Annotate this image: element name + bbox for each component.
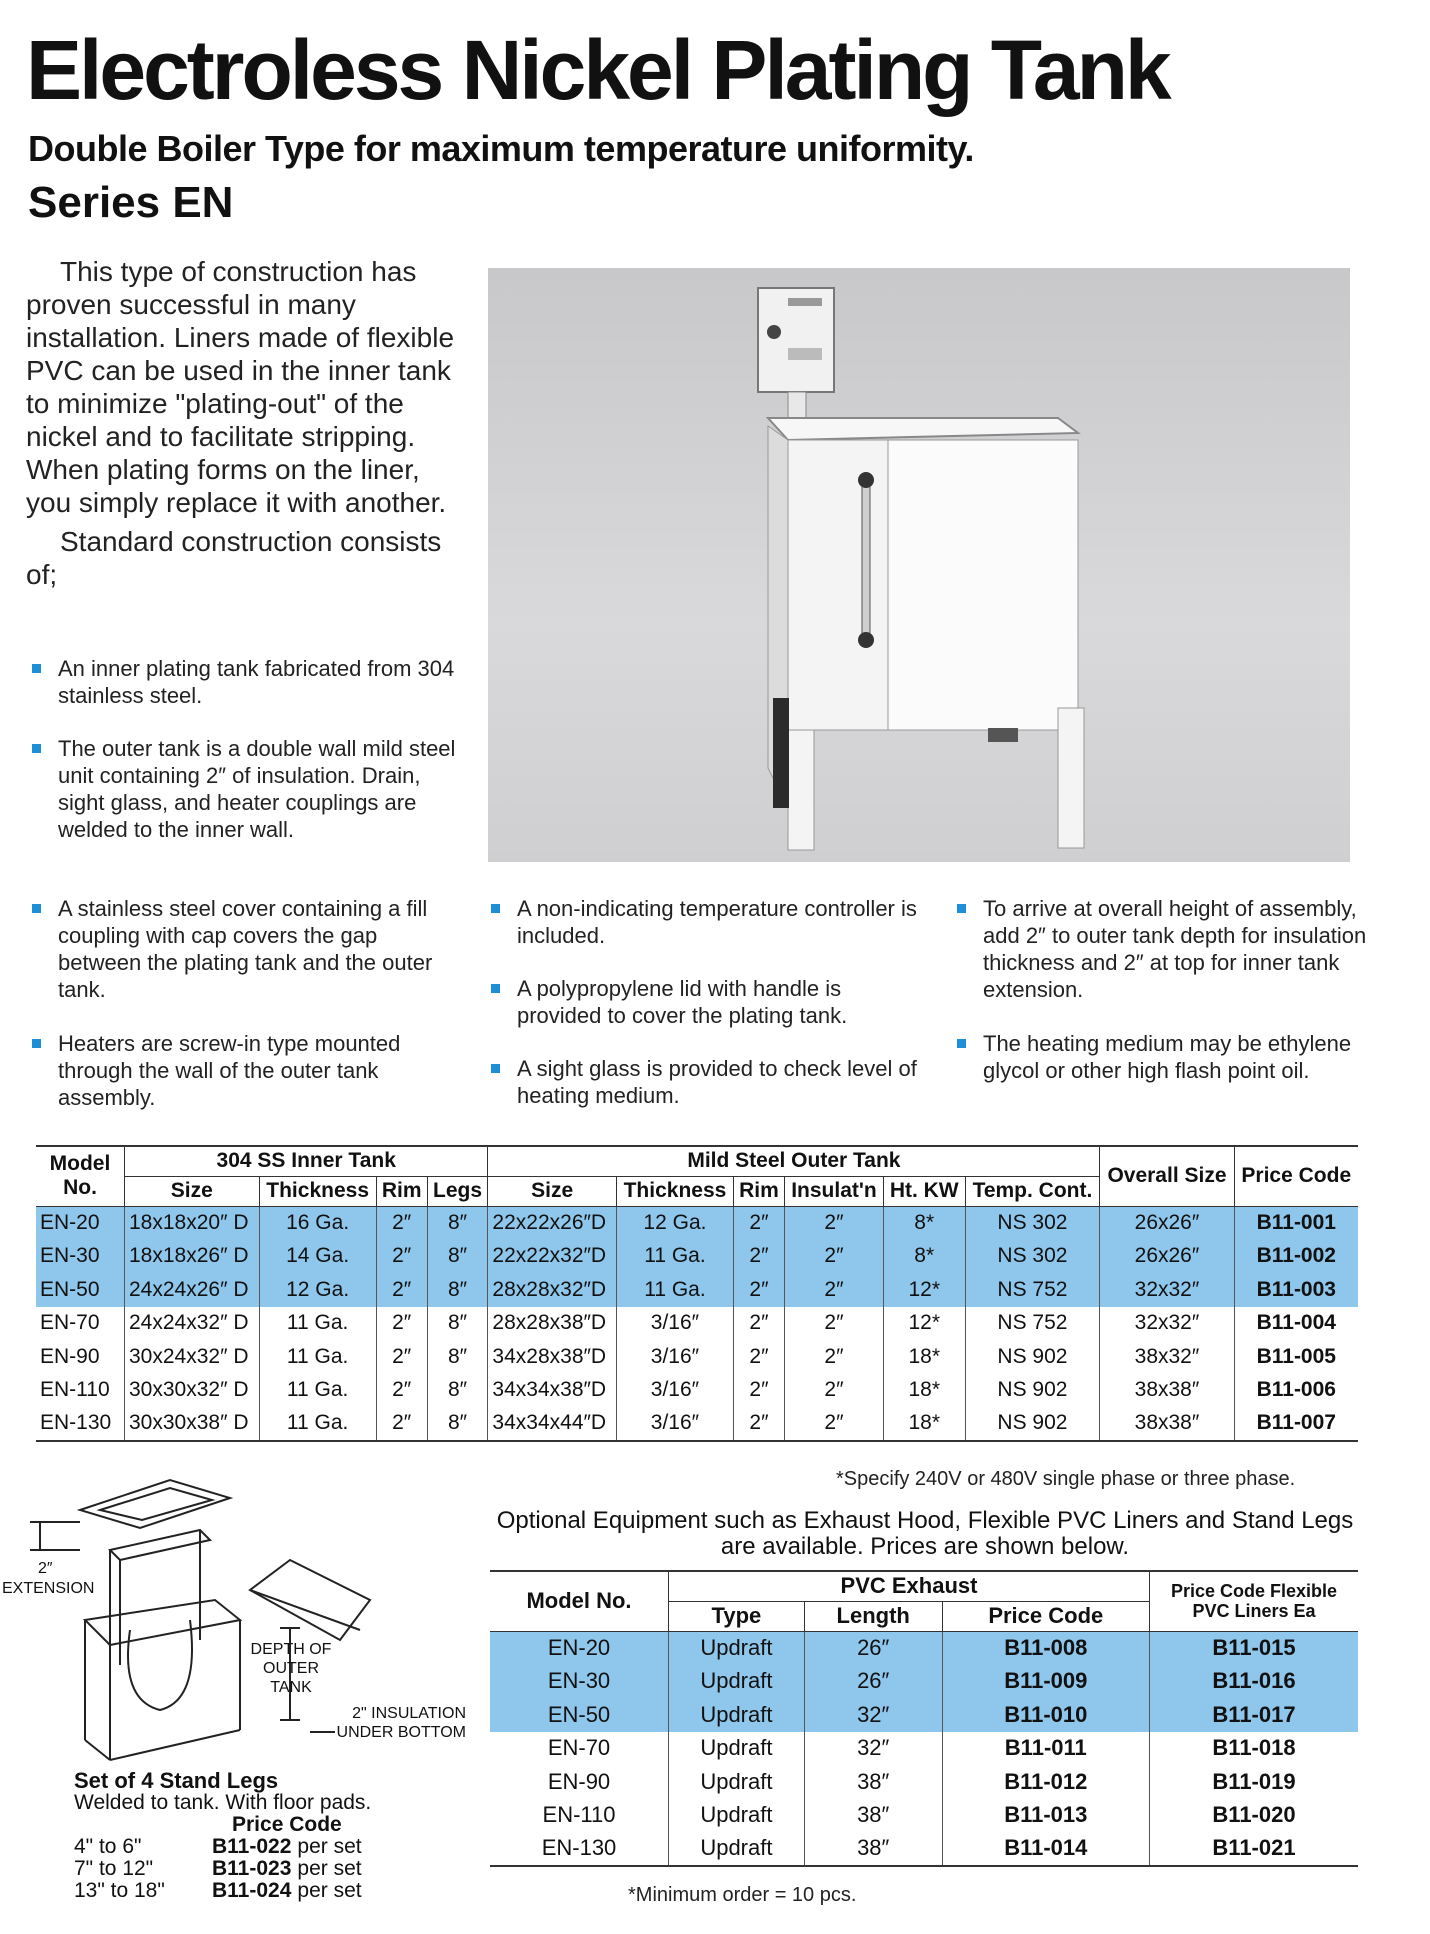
header-col: Legs — [427, 1176, 488, 1206]
table-row — [490, 1631, 1358, 1665]
bullet-item: The outer tank is a double wall mild steel unit containing 2″ of insulation. Drain, sight glass, and heater couplings are welded to the inner wall. — [28, 735, 458, 843]
table-cell: 11 Ga. — [259, 1340, 376, 1374]
table-cell: 26x26″ — [1100, 1240, 1234, 1274]
table-cell: 18x18x20″ D — [125, 1206, 260, 1240]
table-cell: B11-020 — [1212, 1802, 1296, 1828]
table-cell: B11-008 — [942, 1631, 1149, 1665]
table-cell: 22x22x32″D — [488, 1240, 617, 1274]
table-cell: 34x28x38″D — [488, 1340, 617, 1374]
table-cell: EN-50 — [36, 1273, 125, 1307]
table-cell: 8″ — [427, 1273, 488, 1307]
table-cell: EN-90 — [490, 1765, 669, 1799]
table-row — [36, 1240, 1358, 1274]
header-inner-tank: 304 SS Inner Tank — [125, 1146, 488, 1176]
table-cell: B11-004 — [1256, 1311, 1336, 1335]
main-footnote: *Specify 240V or 480V single phase or three phase. — [836, 1468, 1296, 1490]
table-cell: 2″ — [733, 1307, 784, 1341]
table-cell: 8″ — [427, 1206, 488, 1240]
table-cell: 2″ — [733, 1206, 784, 1240]
table-cell: 2″ — [733, 1340, 784, 1374]
table-row — [36, 1273, 1358, 1307]
table-cell: 12 Ga. — [616, 1206, 733, 1240]
table-cell: 12* — [883, 1273, 965, 1307]
table-cell: Updraft — [669, 1765, 805, 1799]
table-cell: 18* — [883, 1407, 965, 1441]
bullet-icon — [491, 904, 500, 913]
bullet-icon — [957, 1039, 966, 1048]
table-cell: 2″ — [376, 1307, 427, 1341]
leg-unit: per set — [297, 1835, 362, 1858]
table-cell: 12* — [883, 1307, 965, 1341]
bullet-icon — [32, 744, 41, 753]
table-cell: B11-013 — [942, 1799, 1149, 1833]
product-photo — [488, 268, 1350, 862]
table-cell: Updraft — [669, 1631, 805, 1665]
stand-legs-title: Set of 4 Stand Legs — [74, 1768, 279, 1793]
opt-header-price: Price Code — [942, 1601, 1149, 1631]
intro-paragraph: Standard construction consists of; — [26, 526, 442, 590]
table-cell: EN-50 — [490, 1698, 669, 1732]
table-cell: 11 Ga. — [259, 1307, 376, 1341]
bullet-icon — [957, 904, 966, 913]
table-cell: B11-006 — [1256, 1378, 1336, 1402]
header-overall-size: Overall Size — [1100, 1146, 1234, 1206]
depth-label: DEPTH OF OUTER TANK — [250, 1641, 332, 1696]
table-cell: B11-015 — [1150, 1631, 1359, 1665]
table-cell: B11-019 — [1212, 1768, 1296, 1794]
bullet-icon — [491, 984, 500, 993]
table-row — [490, 1698, 1358, 1732]
table-cell: EN-70 — [490, 1732, 669, 1766]
page-title: Electroless Nickel Plating Tank — [26, 23, 1169, 117]
table-cell: 8″ — [427, 1407, 488, 1441]
table-cell: 2″ — [784, 1374, 883, 1408]
table-row — [490, 1665, 1358, 1699]
table-cell: 3/16″ — [616, 1407, 733, 1441]
table-cell: NS 902 — [965, 1374, 1100, 1408]
table-cell: B11-017 — [1150, 1698, 1359, 1732]
table-cell: 30x24x32″ D — [125, 1340, 260, 1374]
header-col: Temp. Cont. — [965, 1176, 1100, 1206]
table-cell: 2″ — [733, 1407, 784, 1441]
table-cell: EN-70 — [36, 1307, 125, 1341]
table-cell: Updraft — [669, 1698, 805, 1732]
table-row — [36, 1206, 1358, 1240]
table-cell: 22x22x26″D — [488, 1206, 617, 1240]
extension-label: 2″ — [38, 1560, 53, 1577]
table-cell: 2″ — [733, 1374, 784, 1408]
table-cell: 38″ — [804, 1832, 942, 1866]
bullet-item: A sight glass is provided to check level of heating medium. — [487, 1055, 917, 1109]
table-cell: 32x32″ — [1100, 1307, 1234, 1341]
bullet-item: The heating medium may be ethylene glycol or other high flash point oil. — [953, 1030, 1383, 1084]
table-cell: NS 902 — [965, 1407, 1100, 1441]
header-col: Size — [488, 1176, 617, 1206]
table-cell: B11-012 — [942, 1765, 1149, 1799]
table-cell: 2″ — [733, 1273, 784, 1307]
table-row — [490, 1799, 1358, 1833]
table-row — [490, 1765, 1358, 1799]
specs-table — [36, 1145, 1358, 1442]
table-cell: NS 902 — [965, 1340, 1100, 1374]
table-cell: 8* — [883, 1206, 965, 1240]
table-cell: 30x30x38″ D — [125, 1407, 260, 1441]
table-cell: 26x26″ — [1100, 1206, 1234, 1240]
table-row — [36, 1374, 1358, 1408]
table-cell: 26″ — [804, 1631, 942, 1665]
intro-paragraph: This type of construction has proven successful in many installation. Liners made of flexible PVC can be used in the inner tank to minimize "plating-out" of the nickel and to facilitate stripping. When plating forms on the liner, you simply replace it with another. — [26, 256, 455, 518]
table-cell: 18* — [883, 1340, 965, 1374]
stand-legs-row — [74, 1858, 371, 1880]
table-cell: 8″ — [427, 1374, 488, 1408]
table-cell: 11 Ga. — [616, 1273, 733, 1307]
table-row — [490, 1732, 1358, 1766]
table-cell: 38x38″ — [1100, 1374, 1234, 1408]
table-cell: 8″ — [427, 1340, 488, 1374]
table-cell: 2″ — [376, 1407, 427, 1441]
table-cell: NS 752 — [965, 1307, 1100, 1341]
insulation-label: 2" INSULATION UNDER BOTTOM — [336, 1705, 466, 1741]
header-col: Rim — [733, 1176, 784, 1206]
optional-footnote: *Minimum order = 10 pcs. — [628, 1884, 857, 1906]
table-cell: 8″ — [427, 1307, 488, 1341]
header-col: Thickness — [259, 1176, 376, 1206]
table-cell: 2″ — [733, 1240, 784, 1274]
header-outer-tank: Mild Steel Outer Tank — [488, 1146, 1100, 1176]
bullet-icon — [491, 1064, 500, 1073]
table-cell: B11-011 — [942, 1732, 1149, 1766]
table-row — [36, 1407, 1358, 1441]
table-cell: EN-110 — [36, 1374, 125, 1408]
bullet-item: A stainless steel cover containing a fill coupling with cap covers the gap between the plating tank and the outer tank. — [28, 895, 458, 1003]
leg-range: 13" to 18" — [74, 1879, 165, 1902]
table-cell: B11-014 — [942, 1832, 1149, 1866]
table-cell: EN-130 — [490, 1832, 669, 1866]
table-cell: 2″ — [784, 1240, 883, 1274]
header-price-code: Price Code — [1234, 1146, 1358, 1206]
table-cell: EN-20 — [36, 1206, 125, 1240]
header-col: Ht. KW — [883, 1176, 965, 1206]
table-cell: 24x24x32″ D — [125, 1307, 260, 1341]
table-cell: EN-130 — [36, 1407, 125, 1441]
table-cell: NS 302 — [965, 1206, 1100, 1240]
table-cell: 2″ — [376, 1374, 427, 1408]
stand-legs-subtitle: Welded to tank. With floor pads. — [74, 1791, 372, 1814]
table-cell: B11-016 — [1150, 1665, 1359, 1699]
table-cell: 18* — [883, 1374, 965, 1408]
table-cell: 3/16″ — [616, 1374, 733, 1408]
opt-header-exhaust: PVC Exhaust — [669, 1571, 1150, 1601]
table-cell: EN-30 — [490, 1665, 669, 1699]
table-cell: 34x34x38″D — [488, 1374, 617, 1408]
header-col: Insulat'n — [784, 1176, 883, 1206]
table-cell: 8* — [883, 1240, 965, 1274]
bullet-item: To arrive at overall height of assembly, add 2″ to outer tank depth for insulation thickness and 2″ at top for inner tank extension. — [953, 895, 1383, 1003]
table-cell: B11-021 — [1212, 1835, 1296, 1861]
table-cell: 11 Ga. — [259, 1407, 376, 1441]
table-cell: 2″ — [784, 1273, 883, 1307]
table-row — [36, 1307, 1358, 1341]
leg-range: 7" to 12" — [74, 1857, 154, 1880]
bullet-item: An inner plating tank fabricated from 304 stainless steel. — [28, 655, 458, 709]
table-row — [36, 1340, 1358, 1374]
table-cell: B11-010 — [942, 1698, 1149, 1732]
table-cell: B11-009 — [942, 1665, 1149, 1699]
table-cell: 11 Ga. — [616, 1240, 733, 1274]
header-col: Thickness — [616, 1176, 733, 1206]
optional-intro: Optional Equipment such as Exhaust Hood, Flexible PVC Liners and Stand Legs are available. Prices are shown below. — [496, 1507, 1354, 1560]
leg-range: 4" to 6" — [74, 1835, 142, 1858]
table-cell: Updraft — [669, 1732, 805, 1766]
table-cell: Updraft — [669, 1665, 805, 1699]
leg-code: B11-024 — [212, 1879, 292, 1902]
extension-text: EXTENSION — [2, 1580, 95, 1597]
table-cell: NS 302 — [965, 1240, 1100, 1274]
stand-legs-price-header: Price Code — [232, 1813, 342, 1836]
table-cell: 38″ — [804, 1799, 942, 1833]
table-cell: 2″ — [784, 1307, 883, 1341]
table-cell: B11-005 — [1256, 1344, 1336, 1368]
table-cell: 38″ — [804, 1765, 942, 1799]
header-model: Model No. — [36, 1146, 125, 1206]
table-cell: 2″ — [784, 1407, 883, 1441]
table-cell: 32x32″ — [1100, 1273, 1234, 1307]
table-cell: 14 Ga. — [259, 1240, 376, 1274]
opt-header-type: Type — [669, 1601, 805, 1631]
bullet-icon — [32, 904, 41, 913]
table-cell: 24x24x26″ D — [125, 1273, 260, 1307]
table-cell: 30x30x32″ D — [125, 1374, 260, 1408]
opt-header-length: Length — [804, 1601, 942, 1631]
tank-illustration — [488, 268, 1350, 862]
table-cell: B11-018 — [1212, 1735, 1296, 1761]
table-cell: EN-30 — [36, 1240, 125, 1274]
table-cell: B11-003 — [1234, 1273, 1358, 1307]
table-cell: 18x18x26″ D — [125, 1240, 260, 1274]
table-cell: EN-20 — [490, 1631, 669, 1665]
table-cell: 8″ — [427, 1240, 488, 1274]
bullet-item: Heaters are screw-in type mounted through the wall of the outer tank assembly. — [28, 1030, 458, 1111]
table-cell: 32″ — [804, 1698, 942, 1732]
stand-legs — [74, 1770, 371, 1902]
table-cell: 3/16″ — [616, 1340, 733, 1374]
table-cell: NS 752 — [965, 1273, 1100, 1307]
table-cell: 11 Ga. — [259, 1374, 376, 1408]
leg-unit: per set — [297, 1879, 362, 1902]
optional-table — [490, 1570, 1358, 1867]
table-cell: B11-007 — [1256, 1411, 1336, 1435]
table-cell: 2″ — [784, 1340, 883, 1374]
table-row — [490, 1832, 1358, 1866]
table-cell: EN-90 — [36, 1340, 125, 1374]
table-cell: 2″ — [376, 1340, 427, 1374]
table-cell: 28x28x38″D — [488, 1307, 617, 1341]
bullet-item: A non-indicating temperature controller is included. — [487, 895, 917, 949]
opt-header-liner: Price Code Flexible PVC Liners Ea — [1150, 1571, 1359, 1631]
table-cell: Updraft — [669, 1832, 805, 1866]
table-cell: 38x38″ — [1100, 1407, 1234, 1441]
stand-legs-row — [74, 1880, 371, 1902]
table-cell: 28x28x32″D — [488, 1273, 617, 1307]
table-cell: 12 Ga. — [259, 1273, 376, 1307]
table-cell: 2″ — [376, 1240, 427, 1274]
table-cell: 34x34x44″D — [488, 1407, 617, 1441]
series-label: Series EN — [28, 178, 234, 227]
table-cell: B11-002 — [1234, 1240, 1358, 1274]
header-col: Size — [125, 1176, 260, 1206]
table-cell: 32″ — [804, 1732, 942, 1766]
table-cell: 38x32″ — [1100, 1340, 1234, 1374]
bullet-icon — [32, 1039, 41, 1048]
table-cell: 2″ — [376, 1273, 427, 1307]
stand-legs-row — [74, 1836, 371, 1858]
intro-text — [26, 255, 456, 591]
table-cell: 26″ — [804, 1665, 942, 1699]
leg-code: B11-022 — [212, 1835, 292, 1858]
table-cell: 16 Ga. — [259, 1206, 376, 1240]
table-cell: 2″ — [376, 1206, 427, 1240]
header-col: Rim — [376, 1176, 427, 1206]
table-cell: EN-110 — [490, 1799, 669, 1833]
table-cell: Updraft — [669, 1799, 805, 1833]
table-cell: 3/16″ — [616, 1307, 733, 1341]
table-cell: 2″ — [784, 1206, 883, 1240]
table-cell: B11-001 — [1234, 1206, 1358, 1240]
bullet-icon — [32, 664, 41, 673]
page-subtitle: Double Boiler Type for maximum temperature uniformity. — [28, 128, 974, 169]
leg-code: B11-023 — [212, 1857, 292, 1880]
opt-header-model: Model No. — [490, 1571, 669, 1631]
leg-unit: per set — [297, 1857, 362, 1880]
bullet-item: A polypropylene lid with handle is provided to cover the plating tank. — [487, 975, 917, 1029]
